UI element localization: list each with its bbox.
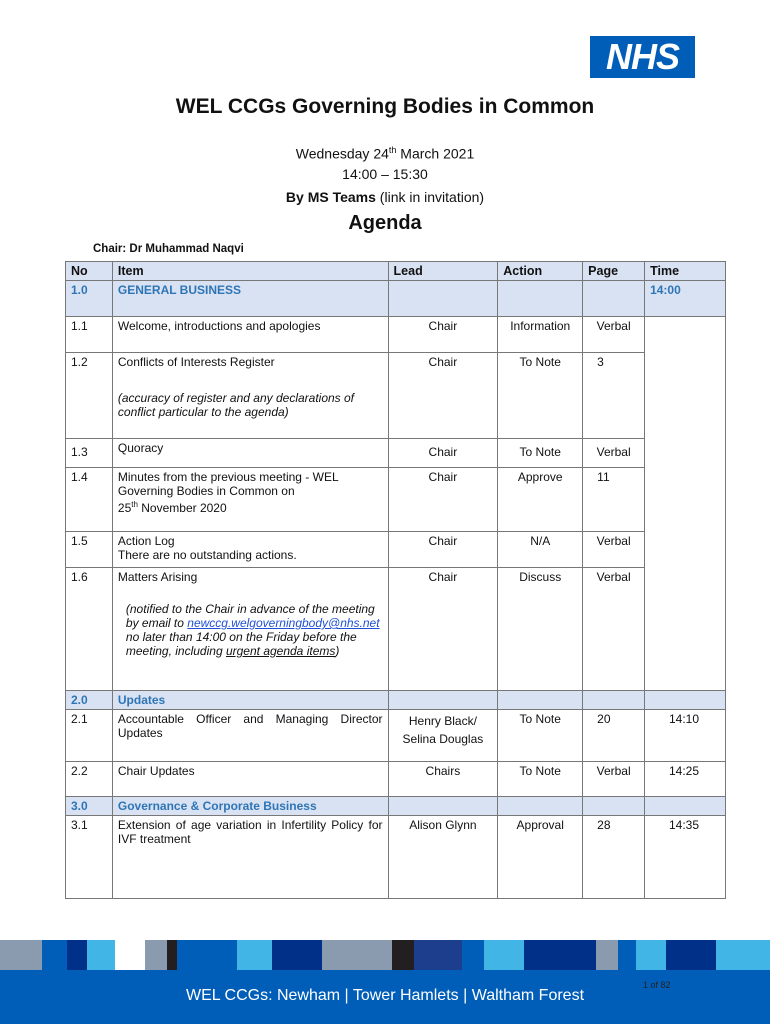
footer-text: WEL CCGs: Newham | Tower Hamlets | Waltham Forest <box>185 987 585 1004</box>
table-row: 2.1 Accountable Officer and Managing Director Updates Henry Black/ Selina Douglas To Note 20 14:10 <box>66 710 726 762</box>
table-row: 1.1 Welcome, introductions and apologies Chair Information Verbal <box>66 317 726 353</box>
email-link[interactable]: newccg.welgoverningbody@nhs.net <box>187 616 380 630</box>
table-row: 1.2 Conflicts of Interests Register (accuracy of register and any declarations of conflict particular to the agenda) Chair To Note 3 <box>66 353 726 439</box>
item-note: (accuracy of register and any declarations of conflict particular to the agenda) <box>117 391 355 419</box>
section-row: 1.0 GENERAL BUSINESS 14:00 <box>66 281 726 317</box>
header-page: Page <box>583 262 645 281</box>
document-title: WEL CCGs Governing Bodies in Common <box>175 95 595 118</box>
table-row: 1.5 Action Log There are no outstanding actions. Chair N/A Verbal <box>66 532 726 568</box>
nhs-logo-text: NHS <box>605 36 679 77</box>
table-row: 1.3 Quoracy Chair To Note Verbal <box>66 439 726 468</box>
item-note: (notified to the Chair in advance of the meeting by email to newccg.welgoverningbody@nhs.net no later than 14:00 on the Friday before the meeting, including urgent agenda items) <box>125 602 380 658</box>
table-header-row <box>66 262 726 281</box>
meeting-venue: By MS Teams (link in invitation) <box>285 189 485 205</box>
chair-line: Chair: Dr Muhammad Naqvi <box>93 243 244 255</box>
section-row: 3.0 Governance & Corporate Business <box>66 797 726 816</box>
header-action: Action <box>498 262 583 281</box>
section-row: 2.0 Updates <box>66 691 726 710</box>
table-row: 1.6 Matters Arising (notified to the Chair in advance of the meeting by email to newccg.welgoverningbody@nhs.net no later than 14:00 on the Friday before the meeting, including urgent agenda items) Chair Discuss Verbal <box>66 568 726 691</box>
header-no: No <box>66 262 113 281</box>
footer <box>0 970 770 1024</box>
header-item: Item <box>112 262 388 281</box>
header-time: Time <box>645 262 726 281</box>
table-row: 3.1 Extension of age variation in Infertility Policy for IVF treatment Alison Glynn Approval 28 14:35 <box>66 816 726 899</box>
page-number: 1 of 82 <box>643 980 671 990</box>
header-lead: Lead <box>388 262 498 281</box>
meeting-date: Wednesday 24th March 2021 <box>295 145 475 162</box>
table-row: 2.2 Chair Updates Chairs To Note Verbal 14:25 <box>66 762 726 797</box>
meeting-time: 14:00 – 15:30 <box>342 166 428 182</box>
nhs-logo <box>590 36 695 78</box>
agenda-table <box>65 261 726 899</box>
footer-color-band <box>0 940 770 970</box>
table-row: 1.4 Minutes from the previous meeting - WEL Governing Bodies in Common on 25th November 2020 Chair Approve 11 <box>66 468 726 532</box>
agenda-heading: Agenda <box>348 212 422 234</box>
